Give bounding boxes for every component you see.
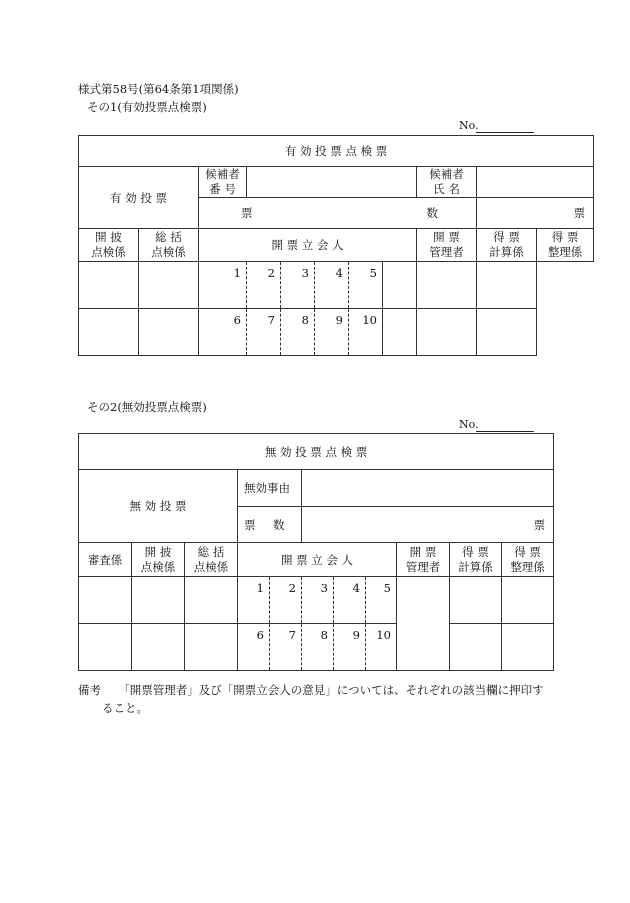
seal-kaihyo-check-b2[interactable] bbox=[132, 624, 185, 671]
seal-vote-arrange-b1[interactable] bbox=[502, 577, 554, 624]
witness-cell-8[interactable]: 8 bbox=[281, 309, 315, 356]
witness-b-cell-7[interactable]: 7 bbox=[270, 624, 302, 671]
form-number-title: 様式第58号(第64条第1項関係) bbox=[78, 82, 239, 96]
part1-no-label: No. bbox=[459, 119, 479, 132]
witness-cell-1[interactable]: 1 bbox=[199, 262, 247, 309]
vote-count-field[interactable] bbox=[199, 198, 477, 229]
witness-cell-4[interactable]: 4 bbox=[315, 262, 349, 309]
seal-vote-calc-2[interactable] bbox=[417, 309, 477, 356]
part2-no-label: No. bbox=[459, 418, 479, 431]
witness-cell-6[interactable]: 6 bbox=[199, 309, 247, 356]
witness-b-cell-6[interactable]: 6 bbox=[238, 624, 270, 671]
witness-b-cell-4[interactable]: 4 bbox=[334, 577, 366, 624]
candidate-number-label: 候補者 番 号 bbox=[199, 167, 247, 198]
witness-b-cell-10[interactable]: 10 bbox=[366, 624, 397, 671]
witness-label-2: 開 票 立 会 人 bbox=[238, 543, 397, 577]
remarks-text-line2: ること。 bbox=[102, 701, 148, 715]
vote-arrange-staff-label: 得 票 整理係 bbox=[537, 229, 594, 262]
witness-cell-10[interactable]: 10 bbox=[349, 309, 383, 356]
witness-b-cell-5[interactable]: 5 bbox=[366, 577, 397, 624]
seal-kaihyo-manager-1[interactable] bbox=[383, 262, 417, 309]
seal-vote-arrange-b2[interactable] bbox=[502, 624, 554, 671]
seal-general-check-1[interactable] bbox=[139, 262, 199, 309]
remarks-label: 備考 bbox=[78, 683, 101, 697]
vote-arrange-staff-label-2: 得 票 整理係 bbox=[502, 543, 554, 577]
part1-title: その1(有効投票点検票) bbox=[87, 100, 207, 114]
witness-cell-7[interactable]: 7 bbox=[247, 309, 281, 356]
part2-no-line[interactable] bbox=[476, 430, 534, 432]
seal-general-check-2[interactable] bbox=[139, 309, 199, 356]
witness-cell-5[interactable]: 5 bbox=[349, 262, 383, 309]
part2-title: その2(無効投票点検票) bbox=[87, 400, 207, 414]
vote-label: 票 bbox=[241, 206, 253, 220]
candidate-name-field[interactable] bbox=[477, 167, 594, 198]
general-check-staff-label-2: 総 括 点検係 bbox=[185, 543, 238, 577]
general-check-staff-label: 総 括 点検係 bbox=[139, 229, 199, 262]
seal-general-check-b2[interactable] bbox=[185, 624, 238, 671]
count-label: 数 bbox=[426, 206, 438, 220]
vote-unit-field[interactable]: 票 bbox=[477, 198, 594, 229]
seal-vote-calc-1[interactable] bbox=[417, 262, 477, 309]
seal-vote-arrange-2[interactable] bbox=[477, 309, 537, 356]
remarks bbox=[78, 681, 558, 717]
candidate-name-label: 候補者 氏 名 bbox=[417, 167, 477, 198]
witness-b-cell-3[interactable]: 3 bbox=[302, 577, 334, 624]
witness-cell-3[interactable]: 3 bbox=[281, 262, 315, 309]
witness-b-cell-2[interactable]: 2 bbox=[270, 577, 302, 624]
seal-review-2[interactable] bbox=[79, 624, 132, 671]
witness-b-cell-9[interactable]: 9 bbox=[334, 624, 366, 671]
kaihyo-check-staff-label-2: 開 披 点検係 bbox=[132, 543, 185, 577]
seal-vote-arrange-1[interactable] bbox=[477, 262, 537, 309]
invalid-reason-field[interactable] bbox=[302, 470, 554, 507]
witness-b-cell-1[interactable]: 1 bbox=[238, 577, 270, 624]
seal-review-1[interactable] bbox=[79, 577, 132, 624]
witness-cell-9[interactable]: 9 bbox=[315, 309, 349, 356]
seal-kaihyo-manager-b[interactable] bbox=[397, 577, 450, 671]
valid-votes-check-form bbox=[78, 135, 594, 356]
form1-title: 有 効 投 票 点 検 票 bbox=[79, 136, 594, 167]
kaihyo-check-staff-label: 開 披 点検係 bbox=[79, 229, 139, 262]
remarks-text-line1: 「開票管理者」及び「開票立会人の意見」については、それぞれの該当欄に押印す bbox=[118, 683, 544, 697]
seal-kaihyo-check-2[interactable] bbox=[79, 309, 139, 356]
part1-no-line[interactable] bbox=[476, 131, 534, 133]
witness-label: 開 票 立 会 人 bbox=[199, 229, 417, 262]
form2-title: 無 効 投 票 点 検 票 bbox=[79, 434, 554, 470]
vote-calc-staff-label: 得 票 計算係 bbox=[477, 229, 537, 262]
vote-count-field[interactable]: 票 bbox=[302, 507, 554, 543]
witness-b-cell-8[interactable]: 8 bbox=[302, 624, 334, 671]
seal-general-check-b1[interactable] bbox=[185, 577, 238, 624]
invalid-reason-label: 無効事由 bbox=[238, 470, 302, 507]
invalid-votes-label: 無 効 投 票 bbox=[79, 470, 238, 543]
seal-kaihyo-check-1[interactable] bbox=[79, 262, 139, 309]
witness-cell-2[interactable]: 2 bbox=[247, 262, 281, 309]
kaihyo-manager-label: 開 票 管理者 bbox=[417, 229, 477, 262]
seal-vote-calc-b1[interactable] bbox=[450, 577, 502, 624]
candidate-number-field[interactable] bbox=[247, 167, 417, 198]
vote-calc-staff-label-2: 得 票 計算係 bbox=[450, 543, 502, 577]
invalid-votes-check-form bbox=[78, 433, 554, 671]
review-staff-label: 審査係 bbox=[79, 543, 132, 577]
seal-vote-calc-b2[interactable] bbox=[450, 624, 502, 671]
seal-kaihyo-manager-2[interactable] bbox=[383, 309, 417, 356]
seal-kaihyo-check-b1[interactable] bbox=[132, 577, 185, 624]
kaihyo-manager-label-2: 開 票 管理者 bbox=[397, 543, 450, 577]
valid-votes-label: 有 効 投 票 bbox=[79, 167, 199, 229]
vote-count-label: 票 数 bbox=[238, 507, 302, 543]
